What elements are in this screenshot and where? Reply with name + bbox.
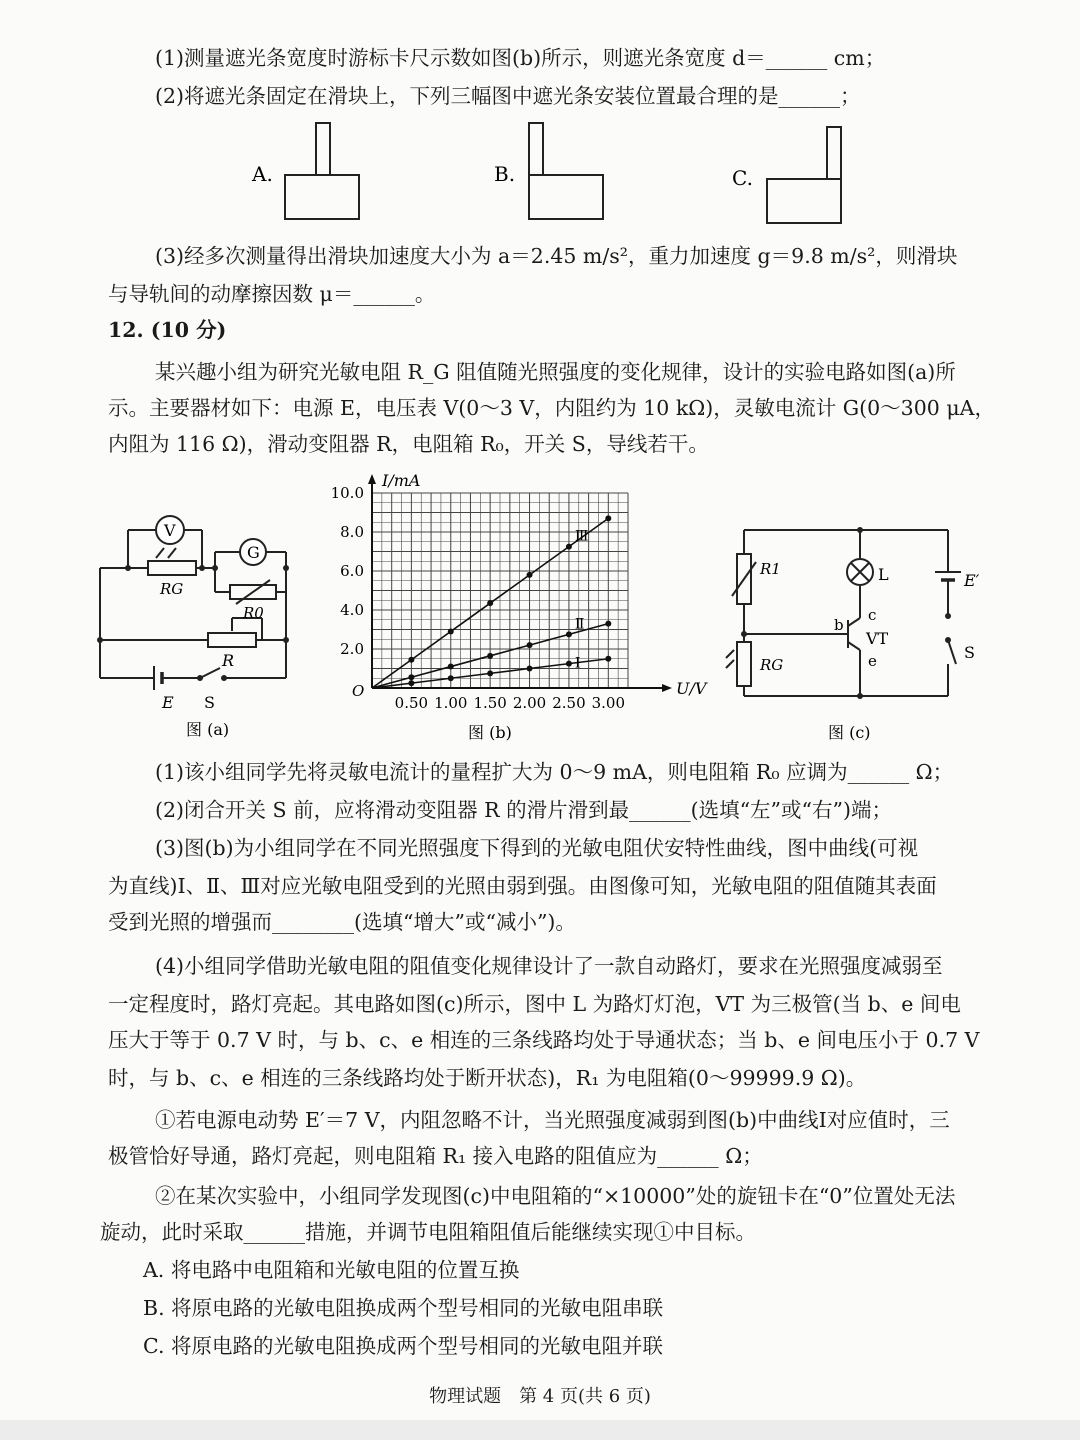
data-point xyxy=(408,657,414,663)
series-label: Ⅱ xyxy=(574,616,585,633)
y-tick-label: 6.0 xyxy=(340,562,364,580)
q12-part1: (1)该小组同学先将灵敏电流计的量程扩大为 0～9 mA，则电阻箱 R₀ 应调为______ Ω； xyxy=(155,760,954,784)
q12-part4-line4: 时，与 b、c、e 相连的三条线路均处于断开状态)，R₁ 为电阻箱(0～99999.9 Ω)。 xyxy=(108,1066,867,1090)
data-point xyxy=(527,666,533,672)
option-a-strip xyxy=(316,123,330,175)
x-tick-label: 1.50 xyxy=(473,694,507,712)
q12-part3-line2: 为直线)Ⅰ、Ⅱ、Ⅲ对应光敏电阻受到的光照由弱到强。由图像可知，光敏电阻的阻值随其表面 xyxy=(108,874,937,898)
option-b-slider xyxy=(529,175,603,219)
figure-c-circuit xyxy=(720,520,990,745)
x-tick-label: 2.50 xyxy=(552,694,586,712)
q11-part3-line1: (3)经多次测量得出滑块加速度大小为 a＝2.45 m/s²，重力加速度 g＝9.8 m/s²，则滑块 xyxy=(155,244,958,268)
q11-part3-line2: 与导轨间的动摩擦因数 μ＝______。 xyxy=(108,282,436,306)
figure-a-caption: 图 (a) xyxy=(186,720,230,739)
page-bottom-edge xyxy=(0,1420,1080,1440)
data-point xyxy=(408,680,414,686)
q12-intro-line1: 某兴趣小组为研究光敏电阻 R_G 阻值随光照强度的变化规律，设计的实验电路如图(a)所 xyxy=(155,360,956,384)
svg-text:c: c xyxy=(868,606,877,624)
q12-part4-line1: (4)小组同学借助光敏电阻的阻值变化规律设计了一款自动路灯，要求在光照强度减弱至 xyxy=(155,954,943,978)
option-b-strip xyxy=(529,123,543,175)
svg-text:E: E xyxy=(162,693,174,712)
svg-text:R1: R1 xyxy=(760,560,781,578)
y-axis-label: I/mA xyxy=(382,471,421,490)
option-c-label: C. xyxy=(732,166,753,190)
svg-text:R0: R0 xyxy=(243,604,264,622)
y-tick-label: 2.0 xyxy=(340,640,364,658)
x-tick-label: 3.00 xyxy=(591,694,626,712)
data-point xyxy=(566,631,572,637)
svg-text:VT: VT xyxy=(866,629,889,648)
option-c-slider xyxy=(767,179,841,223)
data-point xyxy=(605,515,611,521)
q12-sub1-line2: 极管恰好导通，路灯亮起，则电阻箱 R₁ 接入电路的阻值应为______ Ω； xyxy=(108,1144,763,1168)
q12-part3-line1: (3)图(b)为小组同学在不同光照强度下得到的光敏电阻伏安特性曲线，图中曲线(可视 xyxy=(155,836,919,860)
svg-text:E′: E′ xyxy=(964,571,980,590)
option-c-strip xyxy=(827,127,841,179)
x-tick-label: 2.00 xyxy=(512,694,547,712)
q12-sub2-line2: 旋动，此时采取______措施，并调节电阻箱阻值后能继续实现①中目标。 xyxy=(100,1220,756,1244)
data-point xyxy=(408,674,414,680)
series-label: Ⅲ xyxy=(574,528,589,545)
q12-option-c: C. 将原电路的光敏电阻换成两个型号相同的光敏电阻并联 xyxy=(143,1334,663,1358)
svg-text:e: e xyxy=(868,652,877,670)
figure-b-chart xyxy=(320,470,730,745)
data-point xyxy=(487,670,493,676)
q11-part1: (1)测量遮光条宽度时游标卡尺示数如图(b)所示，则遮光条宽度 d＝______ cm； xyxy=(155,46,886,70)
data-point xyxy=(566,544,572,550)
svg-text:L: L xyxy=(878,565,889,584)
chart-series xyxy=(372,515,611,688)
q12-part2: (2)闭合开关 S 前，应将滑动变阻器 R 的滑片滑到最______(选填“左”或“右”)端； xyxy=(155,798,892,822)
q12-option-b: B. 将原电路的光敏电阻换成两个型号相同的光敏电阻串联 xyxy=(143,1296,664,1320)
page-footer: 物理试题 第 4 页(共 6 页) xyxy=(429,1386,651,1407)
data-point xyxy=(566,661,572,667)
data-point xyxy=(448,664,454,670)
figure-c-caption: 图 (c) xyxy=(828,723,871,742)
q12-header: 12. (10 分) xyxy=(108,318,227,342)
x-axis-arrow xyxy=(662,684,672,692)
series-label: Ⅰ xyxy=(574,655,581,672)
svg-text:RG: RG xyxy=(760,656,784,674)
data-point xyxy=(448,675,454,681)
chart-tick-labels xyxy=(331,484,625,712)
y-tick-label: 8.0 xyxy=(340,523,364,541)
q12-sub1-line1: ①若电源电动势 E′＝7 V，内阻忽略不计，当光照强度减弱到图(b)中曲线Ⅰ对应值时，三 xyxy=(155,1108,950,1132)
q12-part3-line3: 受到光照的增强而________(选填“增大”或“减小”)。 xyxy=(108,910,576,934)
q11-part2: (2)将遮光条固定在滑块上，下列三幅图中遮光条安装位置最合理的是______； xyxy=(155,84,861,108)
slider-options-figure xyxy=(240,115,880,230)
q12-part4-line2: 一定程度时，路灯亮起。其电路如图(c)所示，图中 L 为路灯灯泡，VT 为三极管(当 b、e 间电 xyxy=(108,992,961,1016)
y-tick-label: 4.0 xyxy=(340,601,364,619)
svg-text:S: S xyxy=(964,643,975,662)
y-tick-label: 10.0 xyxy=(330,484,364,502)
x-tick-label: 0.50 xyxy=(394,694,429,712)
data-point xyxy=(605,656,611,662)
q12-sub2-line1: ②在某次实验中，小组同学发现图(c)中电阻箱的“×10000”处的旋钮卡在“0”位置处无法 xyxy=(155,1184,956,1208)
q12-intro-line3: 内阻为 116 Ω)，滑动变阻器 R，电阻箱 R₀，开关 S，导线若干。 xyxy=(108,432,709,456)
data-point xyxy=(605,621,611,627)
figure-a-circuit xyxy=(90,500,305,745)
origin-label: O xyxy=(352,682,365,700)
figure-b-caption: 图 (b) xyxy=(468,723,512,742)
svg-text:S: S xyxy=(204,693,215,712)
data-point xyxy=(527,642,533,648)
svg-text:b: b xyxy=(834,616,844,634)
x-axis-label: U/V xyxy=(676,679,707,698)
svg-text:G: G xyxy=(247,543,260,562)
data-point xyxy=(527,572,533,578)
q12-intro-line2: 示。主要器材如下：电源 E，电压表 V(0～3 V，内阻约为 10 kΩ)，灵敏电流计 G(0～300 μA， xyxy=(108,396,995,420)
data-point xyxy=(487,600,493,606)
y-axis-arrow xyxy=(368,474,376,484)
svg-text:V: V xyxy=(164,521,176,540)
option-a-slider xyxy=(285,175,359,219)
data-point xyxy=(448,628,454,634)
option-b-label: B. xyxy=(494,162,516,186)
svg-text:R: R xyxy=(222,651,235,670)
x-tick-label: 1.00 xyxy=(434,694,468,712)
q12-option-a: A. 将电路中电阻箱和光敏电阻的位置互换 xyxy=(143,1258,520,1282)
option-a-label: A. xyxy=(252,162,273,186)
data-point xyxy=(487,653,493,659)
q12-part4-line3: 压大于等于 0.7 V 时，与 b、c、e 相连的三条线路均处于导通状态；当 b、e 间电压小于 0.7 V xyxy=(108,1028,980,1052)
svg-text:RG: RG xyxy=(160,580,184,598)
